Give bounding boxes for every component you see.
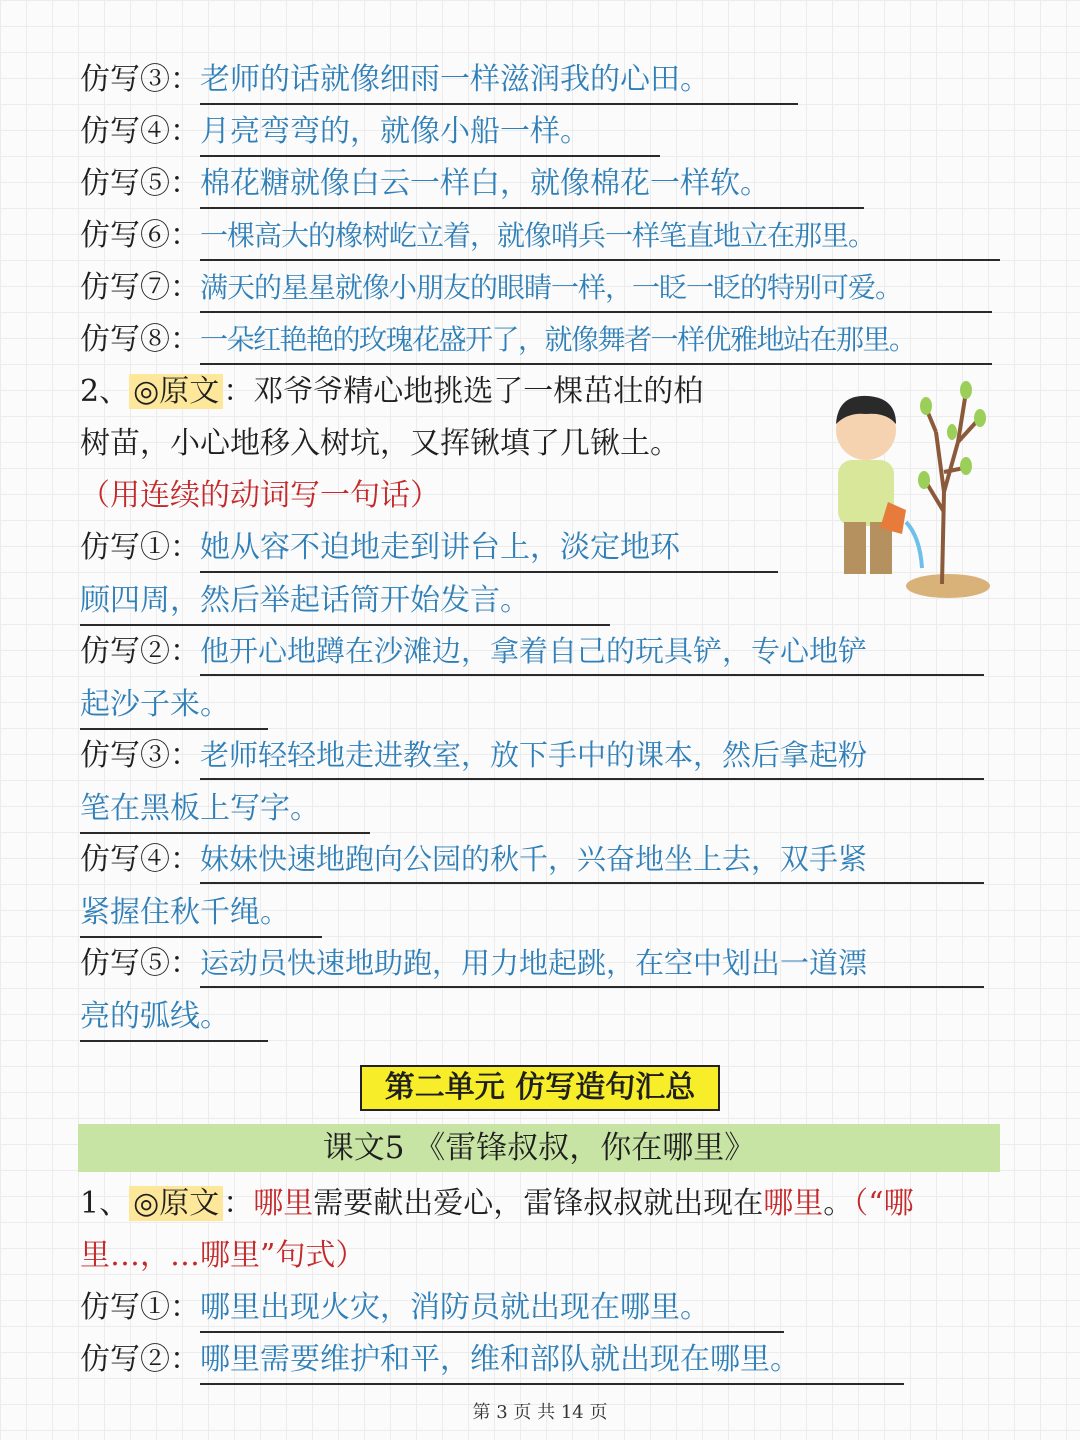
- unit-title: 第二单元 仿写造句汇总: [360, 1065, 720, 1111]
- answer-continuation: [80, 994, 268, 1046]
- pattern-note-line: [80, 1230, 365, 1282]
- pattern-note: （“哪: [853, 1186, 914, 1221]
- answer-text: 起沙子来。: [80, 682, 268, 730]
- answer-text: 她从容不迫地走到讲台上，淡定地环: [200, 525, 778, 573]
- answer-text: 老师轻轻地走进教室，放下手中的课本，然后拿起粉: [200, 732, 984, 780]
- imitation-row: [80, 1282, 784, 1334]
- answer-continuation: [80, 578, 610, 630]
- answer-text: 笔在黑板上写字。: [80, 786, 370, 834]
- imitation-row: [80, 626, 984, 678]
- keyword: 哪里: [763, 1186, 824, 1221]
- answer-text: 老师的话就像细雨一样滋润我的心田。: [200, 57, 798, 105]
- row-label: 仿写②：: [80, 1342, 200, 1377]
- colon: ：: [223, 374, 254, 409]
- answer-text: 一朵红艳艳的玫瑰花盛开了，就像舞者一样优雅地站在那里。: [200, 317, 992, 365]
- answer-text: 满天的星星就像小朋友的眼睛一样，一眨一眨的特别可爱。: [200, 265, 992, 313]
- row-label: 仿写③：: [80, 738, 200, 773]
- page-number: 第 3 页 共 14 页: [472, 1402, 608, 1423]
- original-text: 邓爷爷精心地挑选了一棵茁壮的柏: [253, 374, 704, 409]
- instruction-text: （用连续的动词写一句话）: [80, 478, 440, 513]
- imitation-row: [80, 730, 984, 782]
- answer-text: 他开心地蹲在沙滩边，拿着自己的玩具铲，专心地铲: [200, 628, 984, 676]
- row-label: 仿写①：: [80, 1290, 200, 1325]
- answer-text: 月亮弯弯的，就像小船一样。: [200, 109, 660, 157]
- answer-text: 运动员快速地助跑，用力地起跳，在空中划出一道漂: [200, 940, 984, 988]
- item-number: 1、: [80, 1186, 130, 1221]
- imitation-row: [80, 938, 984, 990]
- top-row: [80, 314, 992, 366]
- top-row: [80, 54, 798, 106]
- row-label: 仿写②：: [80, 634, 200, 669]
- answer-text: 棉花糖就像白云一样白，就像棉花一样软。: [200, 161, 864, 209]
- top-row: [80, 210, 1000, 262]
- imitation-row: [80, 834, 984, 886]
- imitation-row: [80, 522, 778, 574]
- row-label: 仿写③：: [80, 62, 200, 97]
- row-label: 仿写④：: [80, 114, 200, 149]
- original-tag: ◎原文: [129, 1186, 223, 1221]
- row-label: 仿写⑧：: [80, 322, 200, 357]
- top-row: [80, 262, 992, 314]
- original-text: 。: [823, 1186, 854, 1221]
- answer-text: 哪里需要维护和平，维和部队就出现在哪里。: [200, 1337, 904, 1385]
- top-row: [80, 158, 864, 210]
- top-row: [80, 106, 660, 158]
- original-tag: ◎原文: [129, 374, 223, 409]
- pattern-note: 里…，…哪里”句式）: [80, 1238, 366, 1273]
- answer-continuation: [80, 786, 370, 838]
- row-label: 仿写⑥：: [80, 218, 200, 253]
- answer-text: 顾四周，然后举起话筒开始发言。: [80, 578, 610, 626]
- keyword: 哪里: [253, 1186, 314, 1221]
- row-label: 仿写⑤：: [80, 946, 200, 981]
- original-text: 需要献出爱心，雷锋叔叔就出现在: [313, 1186, 764, 1221]
- row-label: 仿写⑤：: [80, 166, 200, 201]
- lesson-title: 课文5 《雷锋叔叔，你在哪里》: [78, 1124, 1000, 1172]
- boy-watering-tree-illustration: [808, 372, 1008, 602]
- original-text-line: [80, 1178, 914, 1230]
- imitation-row: [80, 1334, 904, 1386]
- original-text-line: [80, 418, 680, 470]
- answer-continuation: [80, 890, 322, 942]
- answer-text: 亮的弧线。: [80, 994, 268, 1042]
- item-number: 2、: [80, 374, 130, 409]
- row-label: 仿写①：: [80, 530, 200, 565]
- colon: ：: [223, 1186, 254, 1221]
- row-label: 仿写④：: [80, 842, 200, 877]
- instruction-note: [80, 470, 440, 522]
- answer-text: 哪里出现火灾，消防员就出现在哪里。: [200, 1285, 784, 1333]
- answer-continuation: [80, 682, 268, 734]
- original-text: 树苗，小心地移入树坑，又挥锹填了几锹土。: [80, 426, 680, 461]
- row-label: 仿写⑦：: [80, 270, 200, 305]
- original-text-line: [80, 366, 703, 418]
- answer-text: 一棵高大的橡树屹立着，就像哨兵一样笔直地立在那里。: [200, 213, 1000, 261]
- answer-text: 紧握住秋千绳。: [80, 890, 322, 938]
- answer-text: 妹妹快速地跑向公园的秋千，兴奋地坐上去，双手紧: [200, 836, 984, 884]
